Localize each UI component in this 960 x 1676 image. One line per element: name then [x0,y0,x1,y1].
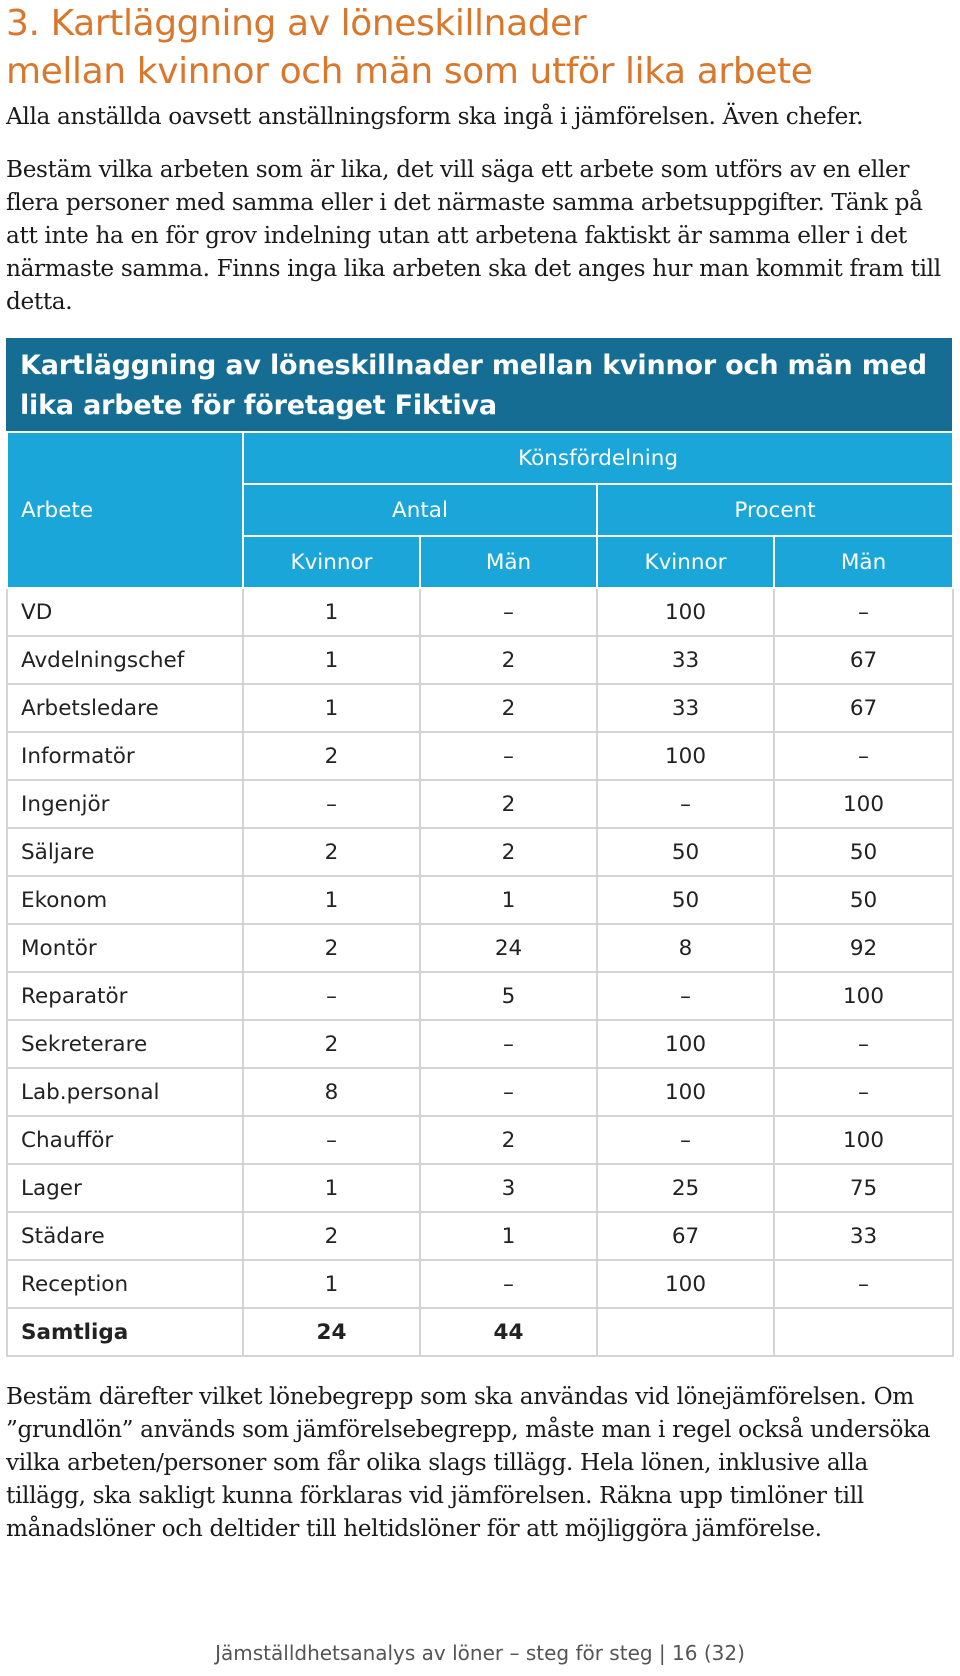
job-cell: Lager [7,1164,243,1212]
page-footer: Jämställdhetsanalys av löner – steg för steg | 16 (32) [215,1641,745,1665]
percent-women-cell: 100 [597,1260,774,1308]
job-cell: Reception [7,1260,243,1308]
count-women-cell: 2 [243,1020,420,1068]
count-men-cell: 1 [420,1212,597,1260]
percent-men-cell: – [774,732,953,780]
percent-women-header: Kvinnor [597,536,774,588]
table-row [7,1068,953,1116]
count-men-cell: 5 [420,972,597,1020]
count-women-cell: – [243,780,420,828]
intro-paragraph-1: Alla anställda oavsett anställningsform ska ingå i jämförelsen. Även chefer. [6,103,864,130]
percent-men-cell: 33 [774,1212,953,1260]
total-count-men-cell: 44 [420,1308,597,1356]
percent-women-cell: 33 [597,636,774,684]
percent-women-cell: 25 [597,1164,774,1212]
count-women-cell: 2 [243,732,420,780]
percent-men-cell: 50 [774,876,953,924]
table-row [7,828,953,876]
count-men-header: Män [420,536,597,588]
intro-paragraph-2: Bestäm vilka arbeten som är lika, det vill säga ett arbete som utförs av en eller flera personer med samma eller i det närmaste samma arbetsuppgifter. Tänk på att inte ha en för grov indelning utan att arbetena faktiskt är samma eller i det närmaste samma. Finns inga lika arbeten ska det anges hur man kommit fram till detta. [6,156,941,315]
percent-women-cell: 8 [597,924,774,972]
percent-women-cell: 100 [597,732,774,780]
count-men-cell: 2 [420,1116,597,1164]
table-row [7,1260,953,1308]
job-cell: Montör [7,924,243,972]
count-men-cell: 24 [420,924,597,972]
count-women-cell: 2 [243,1212,420,1260]
job-cell: Lab.personal [7,1068,243,1116]
count-men-cell: – [420,1068,597,1116]
percent-men-cell: 50 [774,828,953,876]
count-women-cell: 1 [243,684,420,732]
table-row [7,972,953,1020]
percent-women-cell: 100 [597,1068,774,1116]
count-men-cell: 2 [420,780,597,828]
count-men-cell: – [420,1260,597,1308]
job-cell: Säljare [7,828,243,876]
percent-men-header: Män [774,536,953,588]
table-title: Kartläggning av löneskillnader mellan kvinnor och män med lika arbete för företaget Fiktiva [6,338,952,431]
job-cell: Ingenjör [7,780,243,828]
table-row [7,732,953,780]
job-cell: Informatör [7,732,243,780]
count-women-cell: 2 [243,828,420,876]
job-cell: Sekreterare [7,1020,243,1068]
percent-women-cell: 100 [597,588,774,636]
count-women-cell: 8 [243,1068,420,1116]
percent-men-cell: – [774,1260,953,1308]
job-cell: Arbetsledare [7,684,243,732]
percent-women-cell: – [597,780,774,828]
percent-men-cell: 100 [774,1116,953,1164]
pay-gap-data-table [6,431,954,1357]
percent-women-cell: – [597,1116,774,1164]
percent-women-cell: – [597,972,774,1020]
percent-women-cell: 50 [597,828,774,876]
job-cell: Chaufför [7,1116,243,1164]
count-men-cell: 1 [420,876,597,924]
count-women-cell: 1 [243,636,420,684]
job-cell: Reparatör [7,972,243,1020]
total-percent-women-cell [597,1308,774,1356]
table-row [7,636,953,684]
percent-men-cell: 100 [774,972,953,1020]
count-men-cell: 3 [420,1164,597,1212]
count-women-cell: 2 [243,924,420,972]
table-body [7,588,953,1356]
total-percent-men-cell [774,1308,953,1356]
count-group-header: Antal [243,484,597,536]
section-heading-line-1: 3. Kartläggning av löneskillnader [6,3,587,44]
total-count-women-cell: 24 [243,1308,420,1356]
count-women-cell: 1 [243,1164,420,1212]
table-row [7,924,953,972]
job-cell: Ekonom [7,876,243,924]
count-men-cell: – [420,1020,597,1068]
total-job-cell: Samtliga [7,1308,243,1356]
section-heading-line-2: mellan kvinnor och män som utför lika arbete [6,51,813,92]
table-row [7,1116,953,1164]
percent-men-cell: – [774,588,953,636]
count-men-cell: 2 [420,828,597,876]
job-cell: Städare [7,1212,243,1260]
job-cell: VD [7,588,243,636]
table-row [7,684,953,732]
count-women-cell: 1 [243,1260,420,1308]
table-row [7,1164,953,1212]
count-women-cell: – [243,1116,420,1164]
count-women-cell: – [243,972,420,1020]
count-men-cell: – [420,588,597,636]
table-row [7,588,953,636]
percent-women-cell: 33 [597,684,774,732]
table-row [7,1020,953,1068]
percent-men-cell: 75 [774,1164,953,1212]
count-women-header: Kvinnor [243,536,420,588]
table-row [7,780,953,828]
percent-women-cell: 50 [597,876,774,924]
count-men-cell: – [420,732,597,780]
gender-distribution-header: Könsfördelning [243,432,953,484]
percent-men-cell: 67 [774,636,953,684]
percent-men-cell: – [774,1068,953,1116]
count-women-cell: 1 [243,588,420,636]
section-heading [6,0,812,96]
outro-paragraph: Bestäm därefter vilket lönebegrepp som ska användas vid lönejämförelsen. Om ”grundlön” används som jämförelsebegrepp, måste man i regel också undersöka vilka arbeten/personer som får olika slags tillägg. Hela lönen, inklusive alla tillägg, ska sakligt kunna förklaras vid jämförelsen. Räkna upp timlöner till månadslöner och deltider till heltidslöner för att möjliggöra jämförelse. [6,1383,931,1542]
table-row [7,1212,953,1260]
percent-men-cell: 100 [774,780,953,828]
table-row [7,876,953,924]
pay-gap-table [6,338,952,1357]
percent-men-cell: 67 [774,684,953,732]
job-column-header: Arbete [7,432,243,588]
percent-women-cell: 100 [597,1020,774,1068]
job-cell: Avdelningschef [7,636,243,684]
count-women-cell: 1 [243,876,420,924]
percent-men-cell: 92 [774,924,953,972]
percent-women-cell: 67 [597,1212,774,1260]
percent-men-cell: – [774,1020,953,1068]
count-men-cell: 2 [420,636,597,684]
percent-group-header: Procent [597,484,953,536]
total-row [7,1308,953,1356]
count-men-cell: 2 [420,684,597,732]
